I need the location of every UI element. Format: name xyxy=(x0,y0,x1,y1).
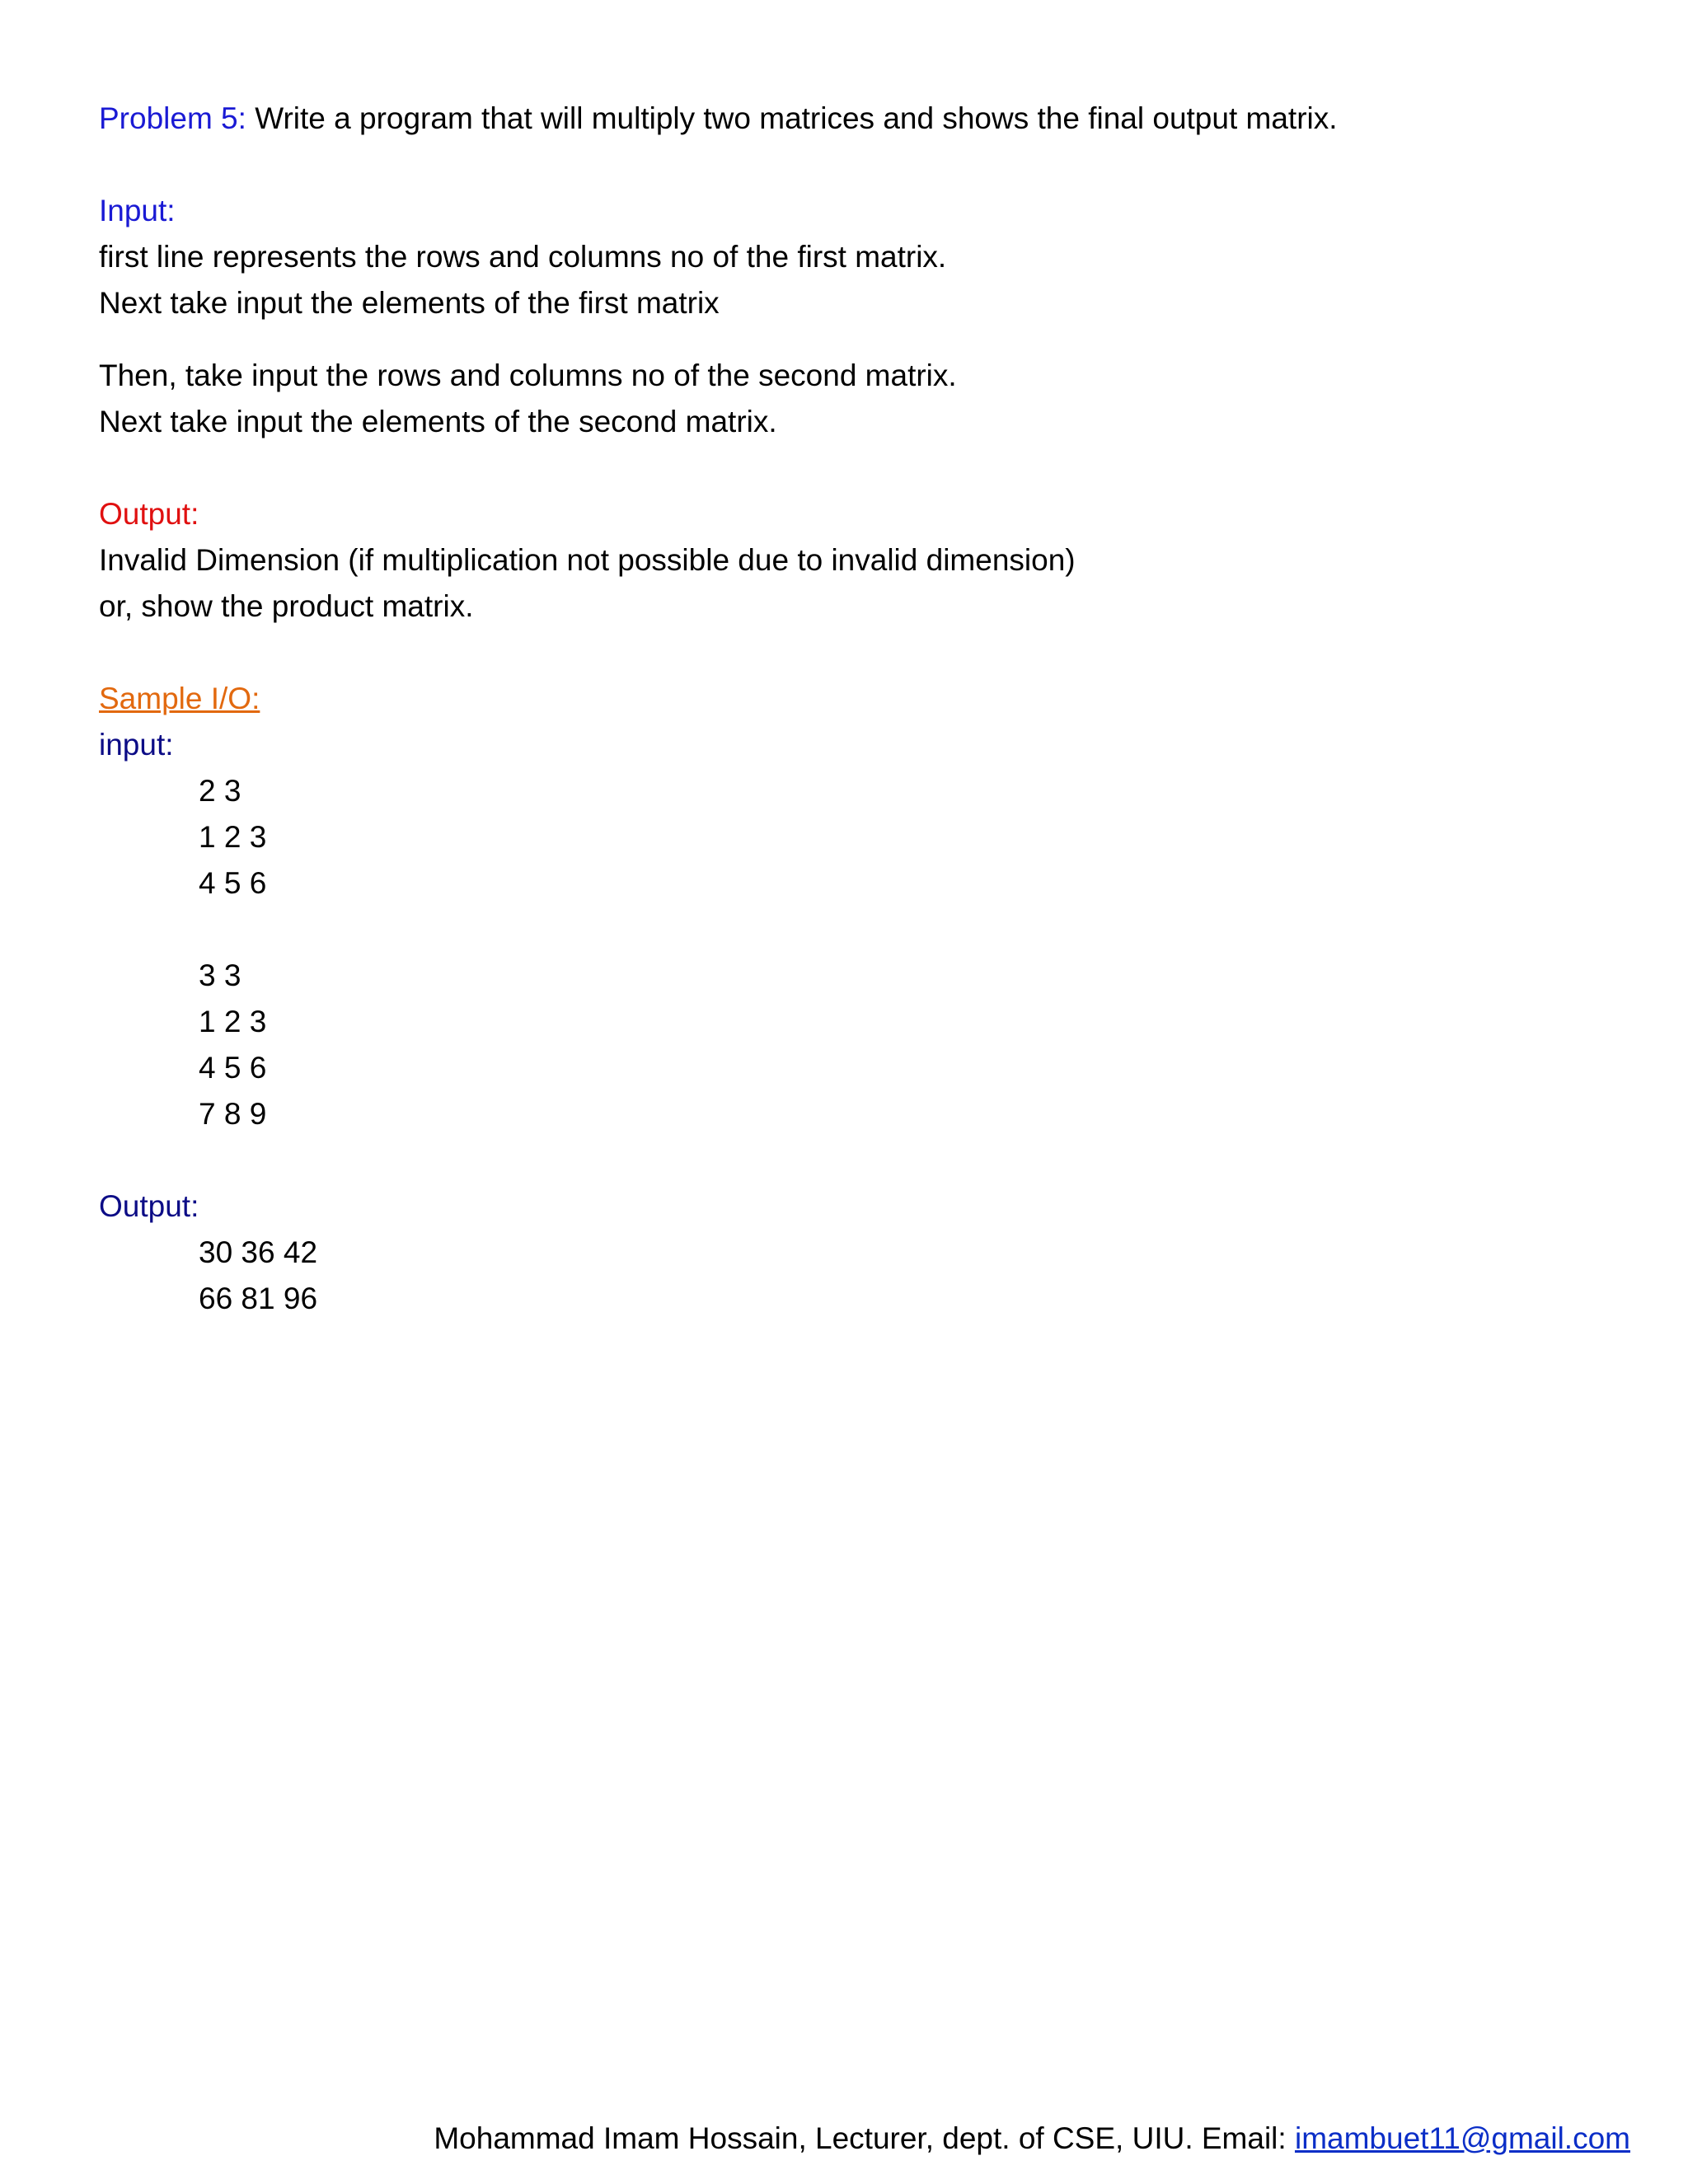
input-heading: Input: xyxy=(99,194,176,227)
sample-input-line: 3 3 xyxy=(199,958,241,992)
sample-input-line: 4 5 6 xyxy=(199,866,267,900)
sample-output-line: 30 36 42 xyxy=(199,1235,318,1269)
sample-input-line: 2 3 xyxy=(199,774,241,808)
output-description-line: or, show the product matrix. xyxy=(99,589,474,623)
sample-input-line: 4 5 6 xyxy=(199,1051,267,1085)
sample-input-line: 1 2 3 xyxy=(199,820,267,854)
footer-text: Mohammad Imam Hossain, Lecturer, dept. of CSE, UIU. Email: xyxy=(434,2121,1295,2155)
problem-label: Problem 5: xyxy=(99,101,246,135)
sample-output-label: Output: xyxy=(99,1189,199,1223)
sample-output-line: 66 81 96 xyxy=(199,1282,318,1315)
input-description-line: first line represents the rows and columns no of the first matrix. xyxy=(99,240,947,274)
document-body xyxy=(99,96,1582,1322)
sample-input-label: input: xyxy=(99,728,174,762)
problem-statement xyxy=(99,96,1582,142)
output-heading: Output: xyxy=(99,497,199,531)
output-description-line: Invalid Dimension (if multiplication not possible due to invalid dimension) xyxy=(99,543,1076,577)
input-description-line: Next take input the elements of the second matrix. xyxy=(99,405,777,438)
email-link[interactable]: imambuet11@gmail.com xyxy=(1294,2121,1630,2155)
input-description-line: Next take input the elements of the first matrix xyxy=(99,286,720,320)
input-description-line: Then, take input the rows and columns no of the second matrix. xyxy=(99,359,957,392)
sample-input-line: 1 2 3 xyxy=(199,1005,267,1038)
page-footer xyxy=(434,2116,1630,2162)
sample-io-heading: Sample I/O: xyxy=(99,682,260,715)
problem-text: Write a program that will multiply two matrices and shows the final output matrix. xyxy=(246,101,1338,135)
sample-input-line: 7 8 9 xyxy=(199,1097,267,1131)
